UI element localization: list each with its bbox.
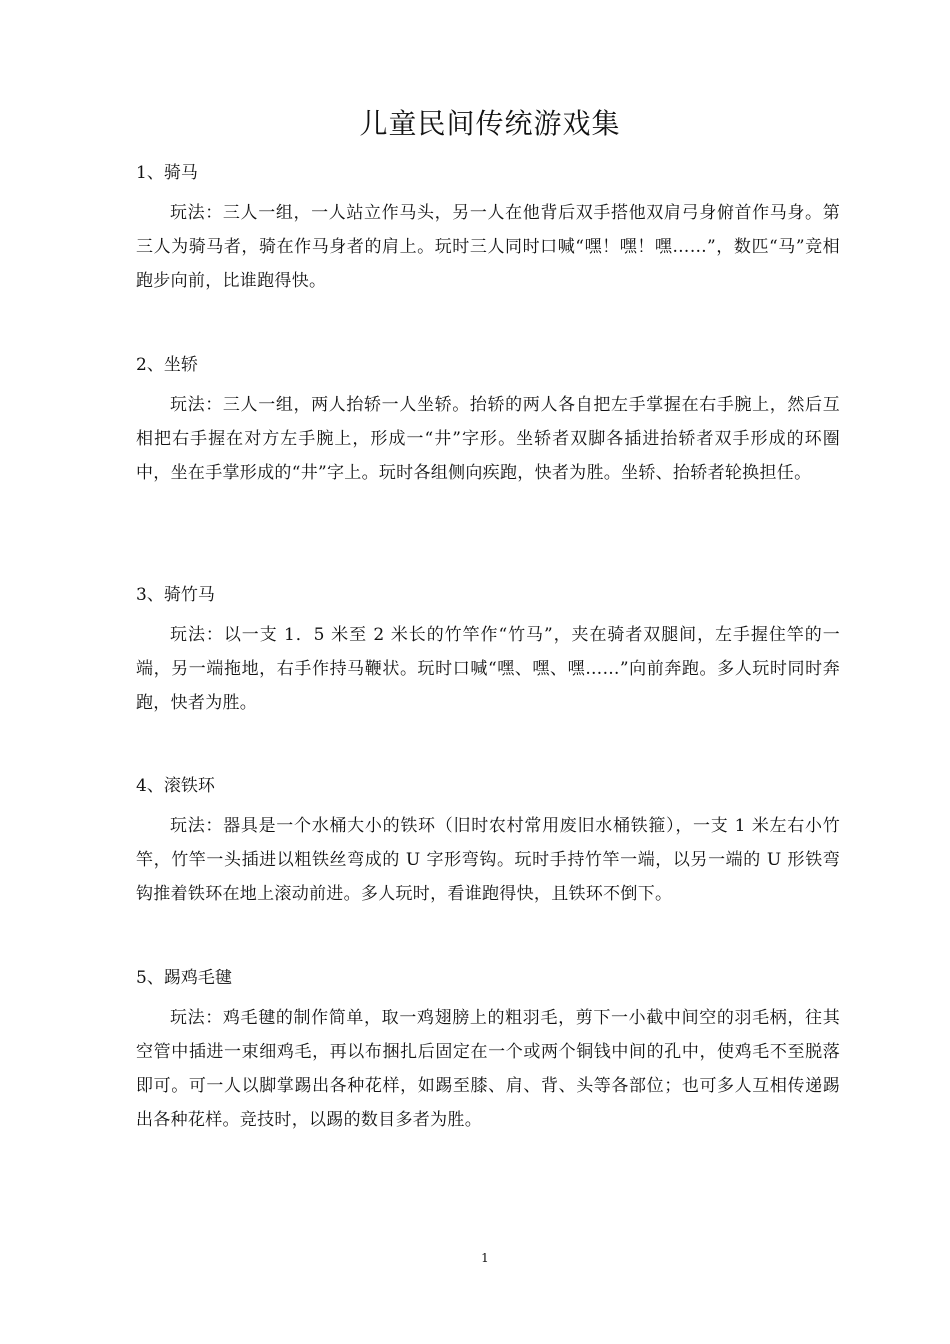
game-section-sedan-chair <box>136 352 840 490</box>
section-body: 玩法：器具是一个水桶大小的铁环（旧时农村常用废旧水桶铁箍），一支 1 米左右小竹竿，竹竿一头插进以粗铁丝弯成的 U 字形弯钩。玩时手持竹竿一端，以另一端的 U 形铁弯钩推着铁环在地上滚动前进。多人玩时，看谁跑得快，且铁环不倒下。 <box>136 816 840 904</box>
section-heading: 2、坐轿 <box>136 355 198 375</box>
section-heading: 1、骑马 <box>136 163 198 183</box>
section-body: 玩法：以一支 1．5 米至 2 米长的竹竿作“竹马”，夹在骑者双腿间，左手握住竿的一端，另一端拖地，右手作持马鞭状。玩时口喊“嘿、嘿、嘿……”向前奔跑。多人玩时同时奔跑，快者为胜。 <box>136 625 840 713</box>
section-body: 玩法：鸡毛毽的制作简单，取一鸡翅膀上的粗羽毛，剪下一小截中间空的羽毛柄，往其空管中插进一束细鸡毛，再以布捆扎后固定在一个或两个铜钱中间的孔中，使鸡毛不至脱落即可。可一人以脚掌踢出各种花样，如踢至膝、肩、背、头等各部位；也可多人互相传递踢出各种花样。竞技时，以踢的数目多者为胜。 <box>136 1008 840 1130</box>
page-number: 1 <box>481 1251 489 1265</box>
document-title: 儿童民间传统游戏集 <box>359 107 621 140</box>
section-body: 玩法：三人一组，两人抬轿一人坐轿。抬轿的两人各自把左手掌握在右手腕上，然后互相把右手握在对方左手腕上，形成一“井”字形。坐轿者双脚各插进抬轿者双手形成的环圈中，坐在手掌形成的“井”字上。玩时各组侧向疾跑，快者为胜。坐轿、抬轿者轮换担任。 <box>136 395 840 483</box>
game-section-shuttlecock <box>136 965 840 1137</box>
game-section-riding-horse <box>136 160 840 298</box>
section-heading: 3、骑竹马 <box>136 585 215 605</box>
section-heading: 4、滚铁环 <box>136 776 215 796</box>
section-body: 玩法：三人一组，一人站立作马头，另一人在他背后双手搭他双肩弓身俯首作马身。第三人为骑马者，骑在作马身者的肩上。玩时三人同时口喊“嘿！嘿！嘿……”，数匹“马”竞相跑步向前，比谁跑得快。 <box>136 203 840 291</box>
game-section-iron-hoop <box>136 773 840 911</box>
game-section-bamboo-horse <box>136 582 840 720</box>
section-heading: 5、踢鸡毛毽 <box>136 968 232 988</box>
